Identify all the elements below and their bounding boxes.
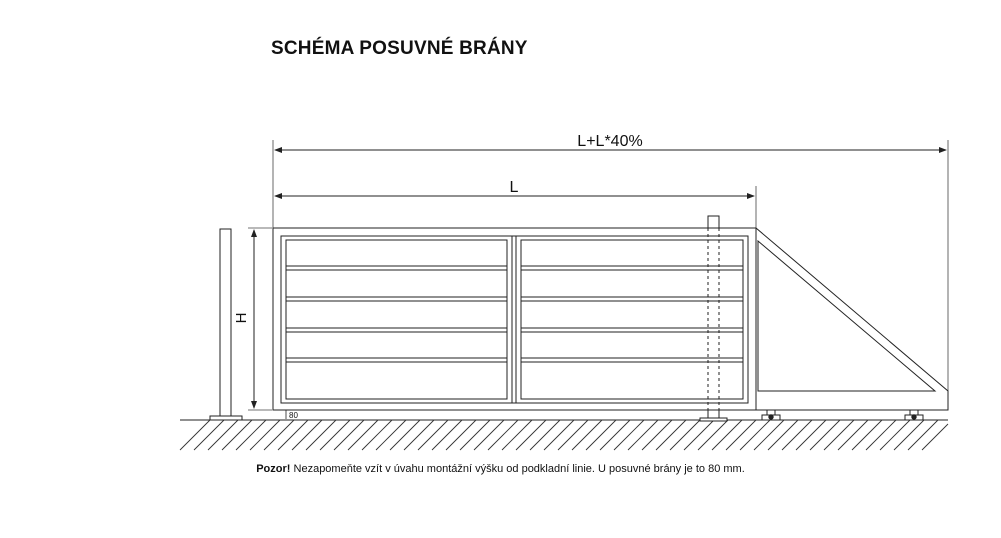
- total-length-label: L+L*40%: [577, 133, 643, 150]
- roller-wheel-right: [905, 410, 923, 420]
- dimension-total-length: [273, 133, 948, 395]
- gate-panel-right: [516, 236, 748, 403]
- note-text: Nezapomeňte vzít v úvahu montážní výšku od podkladní linie. U posuvné brány je to 80 mm.: [290, 463, 745, 475]
- height-label: H: [233, 312, 250, 324]
- diagram-title: SCHÉMA POSUVNÉ BRÁNY: [271, 38, 528, 59]
- gate-panel-left: [281, 236, 512, 403]
- left-post: [210, 229, 242, 420]
- installation-note: [0, 463, 1001, 475]
- dimension-ground-clearance: [286, 410, 298, 420]
- dimension-length: [275, 179, 756, 232]
- guide-post: [700, 216, 727, 421]
- dimension-height: [233, 228, 272, 410]
- gate-frame: [273, 228, 948, 410]
- ground-clearance-label: 80: [289, 411, 298, 420]
- length-label: L: [509, 179, 519, 196]
- note-warning: Pozor!: [256, 463, 291, 475]
- ground: [180, 420, 948, 450]
- roller-wheel-left: [762, 410, 780, 420]
